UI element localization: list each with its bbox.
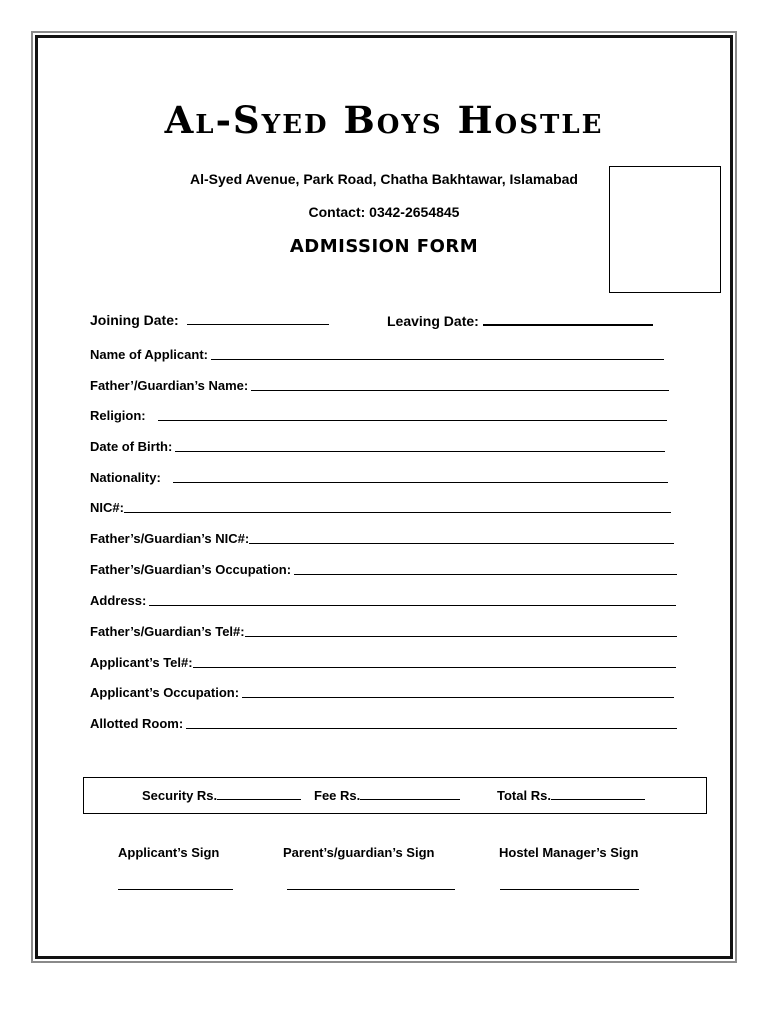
total-fee-label: Total Rs. [497, 788, 551, 803]
total-fee-field[interactable] [497, 788, 645, 803]
field-nic[interactable] [90, 497, 671, 515]
field-line[interactable] [242, 685, 674, 698]
field-line[interactable] [193, 655, 676, 668]
field-label: NIC#: [90, 500, 124, 515]
parent-sign-label: Parent’s/guardian’s Sign [283, 845, 435, 860]
security-fee-field[interactable] [142, 788, 301, 803]
field-date-of-birth[interactable] [90, 436, 665, 454]
field-line[interactable] [186, 716, 677, 729]
field-line[interactable] [211, 347, 664, 360]
security-fee-line[interactable] [217, 788, 301, 800]
leaving-date-line[interactable] [483, 312, 653, 326]
field-guardian-tel[interactable] [90, 621, 677, 639]
field-label: Applicant’s Occupation: [90, 685, 240, 700]
field-guardian-name[interactable] [90, 375, 669, 393]
field-applicant-occupation[interactable] [90, 682, 674, 700]
field-label: Father’s/Guardian’s Occupation: [90, 562, 292, 577]
fee-label: Fee Rs. [314, 788, 361, 803]
field-address[interactable] [90, 590, 676, 608]
field-line[interactable] [294, 562, 677, 575]
field-label: Date of Birth: [90, 439, 173, 454]
field-line[interactable] [249, 531, 674, 544]
joining-date-field[interactable] [90, 312, 329, 328]
field-label: Father’/Guardian’s Name: [90, 378, 249, 393]
leaving-date-field[interactable] [387, 312, 653, 329]
field-line[interactable] [251, 378, 669, 391]
field-allotted-room[interactable] [90, 713, 677, 731]
field-line[interactable] [158, 408, 667, 421]
security-fee-label: Security Rs. [142, 788, 218, 803]
joining-date-label: Joining Date: [90, 312, 179, 328]
hostel-title: Al-Syed Boys Hostle [164, 98, 604, 142]
field-label: Father’s/Guardian’s Tel#: [90, 624, 245, 639]
photo-box[interactable] [609, 166, 721, 293]
field-nationality[interactable] [90, 467, 668, 485]
field-applicant-tel[interactable] [90, 652, 676, 670]
field-line[interactable] [173, 470, 668, 483]
hostel-address: Al-Syed Avenue, Park Road, Chatha Bakhtawar, Islamabad [190, 171, 578, 187]
field-label: Allotted Room: [90, 716, 184, 731]
form-title: ADMISSION FORM [289, 236, 479, 257]
field-label: Nationality: [90, 470, 161, 485]
field-name-of-applicant[interactable] [90, 344, 664, 362]
field-line[interactable] [149, 593, 676, 606]
parent-sign-line[interactable] [287, 889, 455, 890]
field-guardian-nic[interactable] [90, 528, 674, 546]
manager-sign-line[interactable] [500, 889, 639, 890]
field-label: Father’s/Guardian’s NIC#: [90, 531, 250, 546]
field-line[interactable] [245, 624, 677, 637]
fee-field[interactable] [314, 788, 460, 803]
field-line[interactable] [175, 439, 665, 452]
field-label: Name of Applicant: [90, 347, 208, 362]
field-religion[interactable] [90, 405, 667, 423]
field-label: Religion: [90, 408, 146, 423]
manager-sign-label: Hostel Manager’s Sign [499, 845, 639, 860]
fee-line[interactable] [360, 788, 460, 800]
field-guardian-occupation[interactable] [90, 559, 677, 577]
leaving-date-label: Leaving Date: [387, 313, 479, 329]
applicant-sign-line[interactable] [118, 889, 233, 890]
total-fee-line[interactable] [551, 788, 645, 800]
field-label: Applicant’s Tel#: [90, 655, 193, 670]
hostel-contact: Contact: 0342-2654845 [308, 204, 460, 220]
applicant-sign-label: Applicant’s Sign [118, 845, 220, 860]
field-line[interactable] [124, 500, 671, 513]
joining-date-line[interactable] [187, 312, 329, 325]
field-label: Address: [90, 593, 147, 608]
